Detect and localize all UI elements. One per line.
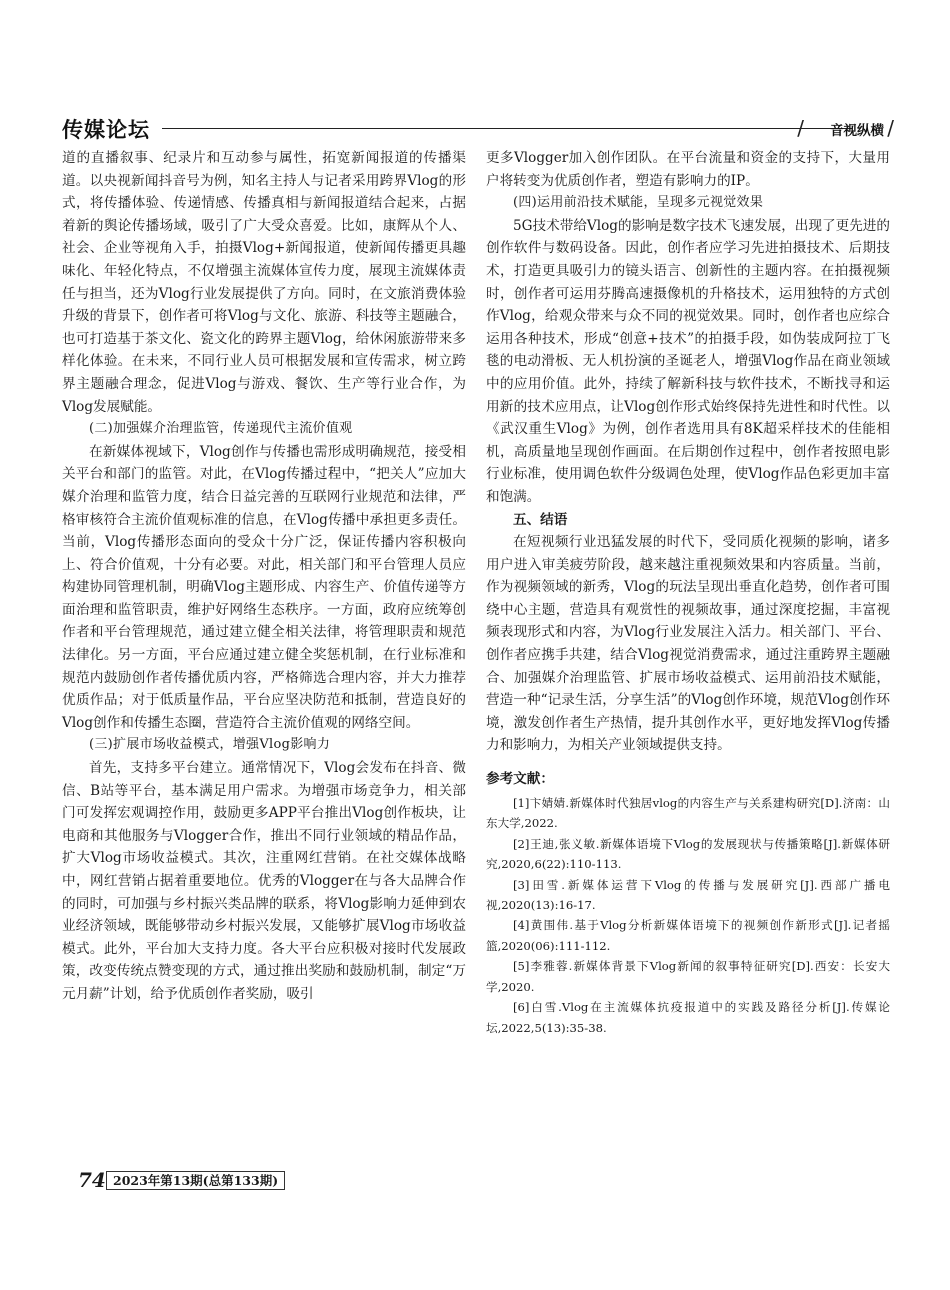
- reference-item: [5]李雅蓉.新媒体背景下Vlog新闻的叙事特征研究[D].西安：长安大学,2020.: [486, 959, 890, 994]
- paragraph: 首先，支持多平台建立。通常情况下，Vlog会发布在抖音、微信、B站等平台，基本满足用户需求。为增强市场竞争力，相关部门可发挥宏观调控作用，鼓励更多APP平台推出Vlog创作板块，让电商和其他服务与Vlogger合作，推出不同行业领域的精品作品，扩大Vlog市场收益模式。其次，注重网红营销。在社交媒体战略中，网红营销占据着重要地位。优秀的Vlogger在与各大品牌合作的同时，可加强与乡村振兴类品牌的联系，将Vlog影响力延伸到农业经济领域，既能够带动乡村振兴发展，又能够扩展Vlog市场收益模式。此外，平台加大支持力度。各大平台应积极对接时代发展政策，改变传统点赞变现的方式，通过推出奖励和鼓励机制，制定“万元月薪”计划，给予优质创作者奖励，吸引: [62, 760, 466, 1002]
- paragraph: 道的直播叙事、纪录片和互动参与属性，拓宽新闻报道的传播渠道。以央视新闻抖音号为例，知名主持人与记者采用跨界Vlog的形式，将传播体验、传递情感、传播真相与新闻报道结合起来，占据着新的舆论传播场域，吸引了广大受众喜爱。比如，康辉从个人、社会、企业等视角入手，拍摄Vlog+新闻报道，使新闻传播更具趣味化、年轻化特点，不仅增强主流媒体宣传力度，展现主流媒体责任与担当，还为Vlog行业发展提供了方向。同时，在文旅消费体验升级的背景下，创作者可将Vlog与文化、旅游、科技等主题融合，也可打造基于茶文化、瓷文化的跨界主题Vlog，给休闲旅游带来多样化体验。在未来，不同行业人员可根据发展和宣传需求，树立跨界主题融合理念，促进Vlog与游戏、餐饮、生产等行业合作，为Vlog发展赋能。: [62, 150, 466, 415]
- page-number: 74: [78, 1168, 106, 1192]
- references-title: 参考文献：: [486, 771, 554, 788]
- slash-left-decoration: /: [797, 116, 804, 140]
- paragraph: 在短视频行业迅猛发展的时代下，受同质化视频的影响，诸多用户进入审美疲劳阶段，越来越注重视频效果和内容质量。当前，作为视频领域的新秀，Vlog的玩法呈现出垂直化趋势，创作者可围绕中心主题，营造具有观赏性的视频故事，通过深度挖掘，丰富视频表现形式和内容，为Vlog行业发展注入活力。相关部门、平台、创作者应携手共建，结合Vlog视觉消费需求，通过注重跨界主题融合、加强媒介治理监管、扩展市场收益模式、运用前沿技术赋能，营造一种“记录生活，分享生活”的Vlog创作环境，规范Vlog创作环境，激发创作者生产热情，提升其创作水平，更好地发挥Vlog传播力和影响力，为相关产业领域提供支持。: [486, 534, 890, 754]
- slash-right-decoration: /: [887, 116, 894, 140]
- reference-item: [4]黄围伟.基于Vlog分析新媒体语境下的视频创作新形式[J].记者摇篮,2020(06):111-112.: [486, 918, 890, 953]
- subsection-heading: (三)扩展市场收益模式，增强Vlog影响力: [89, 737, 331, 753]
- subsection-heading: (四)运用前沿技术赋能，呈现多元视觉效果: [513, 195, 764, 211]
- journal-title: 传媒论坛: [62, 118, 150, 142]
- paragraph: 5G技术带给Vlog的影响是数字技术飞速发展，出现了更先进的创作软件与数码设备。因此，创作者应学习先进拍摄技术、后期技术，打造更具吸引力的镜头语言、创新性的主题内容。在拍摄视频时，创作者可运用芬腾高速摄像机的升格技术，运用独特的方式创作Vlog，给观众带来与众不同的视觉效果。同时，创作者也应综合运用各种技术，形成“创意+技术”的拍摄手段，如伪装成阿拉丁飞毯的电动滑板、无人机扮演的圣诞老人，增强Vlog作品在商业领域中的应用价值。此外，持续了解新科技与软件技术，不断找寻和运用新的技术应用点，让Vlog创作形式始终保持先进性和时代性。以《武汉重生Vlog》为例，创作者选用具有8K超采样技术的佳能相机，高质量地呈现创作画面。在后期创作过程中，创作者按照电影行业标准，使用调色软件分级调色处理，使Vlog作品色彩更加丰富和饱满。: [486, 217, 890, 505]
- section-label: 音视纵横: [830, 123, 884, 139]
- paragraph: 在新媒体视域下，Vlog创作与传播也需形成明确规范，接受相关平台和部门的监管。对此，在Vlog传播过程中，“把关人”应加大媒介治理和监管力度，结合日益完善的互联网行业规范和法律，严格审核符合主流价值观标准的信息，在Vlog传播中承担更多责任。当前，Vlog传播形态面向的受众十分广泛，保证传播内容积极向上、符合价值观，十分有必要。对此，相关部门和平台管理人员应构建协同管理机制，明确Vlog主题形成、内容生产、价值传递等方面治理和监管职责，维护好网络生态秩序。一方面，政府应统筹创作者和平台管理规范，通过建立健全相关法律，将管理职责和规范法律化。另一方面，平台应通过建立健全奖惩机制，在行业标准和规范内鼓励创作者传播优质内容，严格筛选合理内容，并大力推荐优质作品；对于低质量作品，平台应坚决防范和抵制，营造良好的Vlog创作和传播生态圈，营造符合主流价值观的网络空间。: [62, 443, 466, 731]
- subsection-heading: (二)加强媒介治理监管，传递现代主流价值观: [89, 421, 353, 437]
- reference-item: [2]王迪,张义敏.新媒体语境下Vlog的发展现状与传播策略[J].新媒体研究,2020,6(22):110-113.: [486, 836, 890, 872]
- reference-item: [3]田雪.新媒体运营下Vlog的传播与发展研究[J].西部广播电视,2020(13):16-17.: [486, 877, 890, 913]
- header-rule: [162, 128, 852, 129]
- section-heading: 五、结语: [513, 511, 568, 528]
- reference-item: [1]卞婧婧.新媒体时代独居vlog的内容生产与关系建构研究[D].济南：山东大学,2022.: [486, 796, 890, 831]
- issue-label: 2023年第13期(总第133期): [106, 1171, 285, 1190]
- reference-item: [6]白雪.Vlog在主流媒体抗疫报道中的实践及路径分析[J].传媒论坛,2022,5(13):35-38.: [486, 1000, 890, 1035]
- paragraph: 更多Vlogger加入创作团队。在平台流量和资金的支持下，大量用户将转变为优质创作者，塑造有影响力的IP。: [486, 150, 890, 189]
- references-list: [486, 793, 890, 1038]
- left-column: [62, 147, 466, 1006]
- page-header: [62, 114, 892, 144]
- right-column: [486, 147, 890, 1038]
